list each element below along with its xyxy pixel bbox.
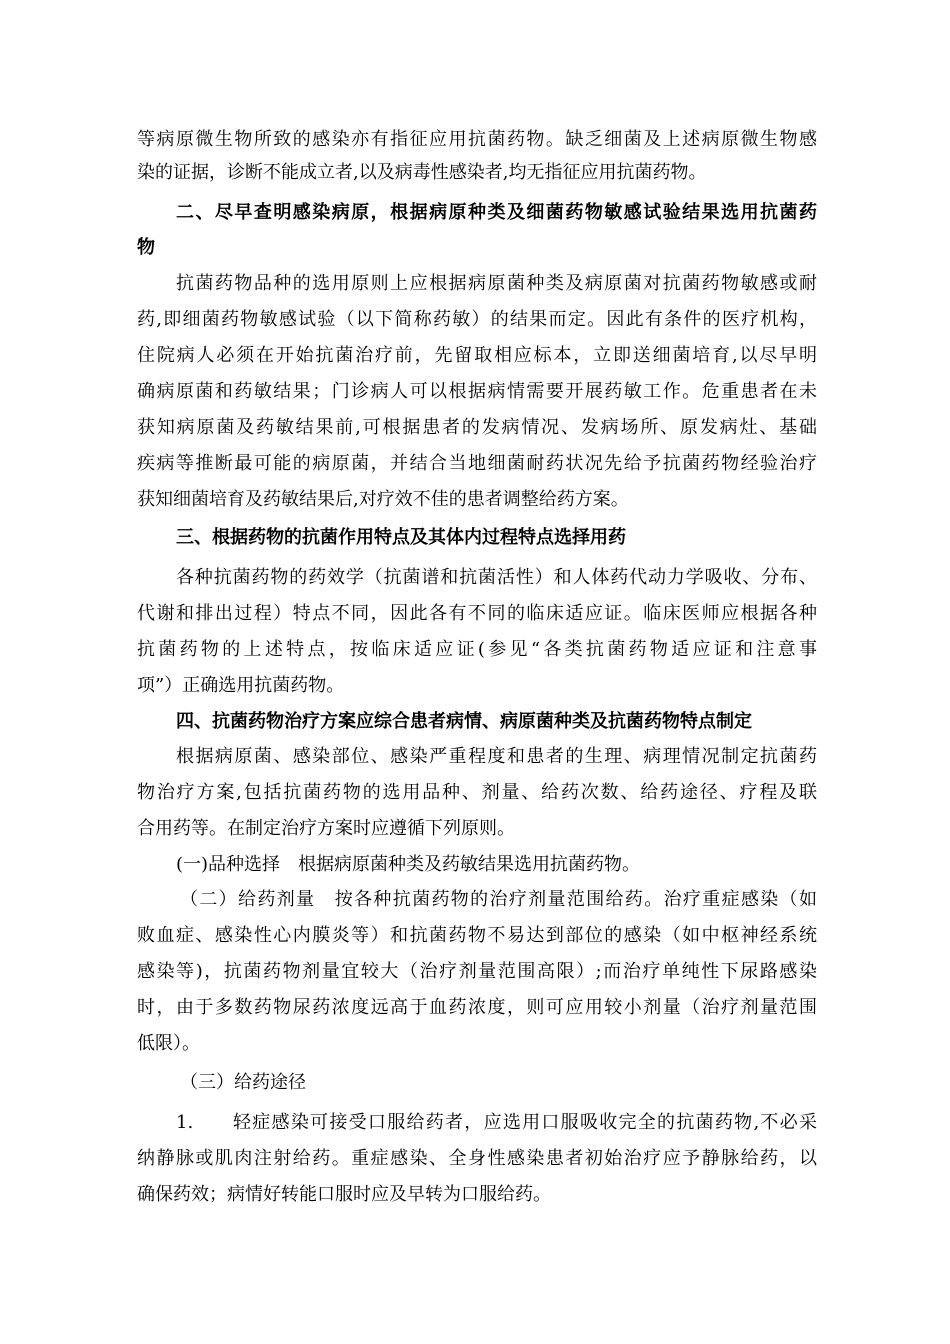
paragraph-line: 纳静脉或肌肉注射给药。重症感染、全身性感染患者初始治疗应予静脉给药，以 (137, 1148, 817, 1169)
paragraph-line: 合用药等。在制定治疗方案时应遵循下列原则。 (137, 818, 515, 839)
section-heading-2: 二、尽早查明感染病原，根据病原种类及细菌药物敏感试验结果选用抗菌药 (176, 202, 817, 223)
paragraph-line: 确病原菌和药敏结果；门诊病人可以根据病情需要开展药敏工作。危重患者在未 (137, 381, 817, 402)
paragraph-line: 药,即细菌药物敏感试验（以下简称药敏）的结果而定。因此有条件的医疗机构， (137, 309, 817, 330)
paragraph-line: 物治疗方案,包括抗菌药物的选用品种、剂量、给药次数、给药途径、疗程及联 (137, 782, 817, 803)
paragraph-line: 代谢和排出过程）特点不同，因此各有不同的临床适应证。临床医师应根据各种 (137, 603, 817, 624)
paragraph-line: 项”）正确选用抗菌药物。 (137, 675, 345, 696)
paragraph-line: 获知病原菌及药敏结果前,可根据患者的发病情况、发病场所、原发病灶、基础 (137, 417, 817, 438)
section-heading-4: 四、抗菌药物治疗方案应综合患者病情、病原菌种类及抗菌药物特点制定 (176, 711, 752, 732)
subsection-dosage: （二）给药剂量 按各种抗菌药物的治疗剂量范围给药。治疗重症感染（如 (180, 889, 817, 910)
paragraph-line: 根据病原菌、感染部位、感染严重程度和患者的生理、病理情况制定抗菌药 (176, 746, 817, 767)
paragraph-line: 感染等)，抗菌药物剂量宜较大（治疗剂量范围高限）;而治疗单纯性下尿路感染 (137, 961, 817, 982)
paragraph-line: 住院病人必须在开始抗菌治疗前，先留取相应标本，立即送细菌培育,以尽早明 (137, 345, 817, 366)
section-heading-2-cont: 物 (137, 237, 155, 258)
subsection-route: （三）给药途径 (180, 1072, 306, 1093)
paragraph-line: 染的证据，诊断不能成立者,以及病毒性感染者,均无指征应用抗菌药物。 (137, 162, 707, 183)
paragraph-line: 抗菌药物品种的选用原则上应根据病原菌种类及病原菌对抗菌药物敏感或耐 (176, 273, 817, 294)
section-heading-3: 三、根据药物的抗菌作用特点及其体内过程特点选择用药 (176, 527, 626, 548)
paragraph-line: 时，由于多数药物尿药浓度远高于血药浓度，则可应用较小剂量（治疗剂量范围 (137, 997, 817, 1018)
paragraph-line: 等病原微生物所致的感染亦有指征应用抗菌药物。缺乏细菌及上述病原微生物感 (137, 129, 817, 150)
paragraph-line: 疾病等推断最可能的病原菌，并结合当地细菌耐药状况先给予抗菌药物经验治疗 (137, 453, 817, 474)
list-item-1: 1. 轻症感染可接受口服给药者，应选用口服吸收完全的抗菌药物,不必采 (176, 1112, 817, 1133)
paragraph-line: 败血症、感染性心内膜炎等）和抗菌药物不易达到部位的感染（如中枢神经系统 (137, 925, 817, 946)
paragraph-line: 获知细菌培育及药敏结果后,对疗效不佳的患者调整给药方案。 (137, 489, 629, 510)
paragraph-line: 各种抗菌药物的药效学（抗菌谱和抗菌活性）和人体药代动力学吸收、分布、 (176, 567, 817, 588)
subsection-drug-choice: (一)品种选择 根据病原菌种类及药敏结果选用抗菌药物。 (176, 854, 641, 875)
paragraph-line: 确保药效；病情好转能口服时应及早转为口服给药。 (137, 1184, 551, 1205)
paragraph-line: 抗菌药物的上述特点，按临床适应证(参见“各类抗菌药物适应证和注意事 (137, 639, 817, 660)
paragraph-line: 低限）。 (137, 1033, 200, 1054)
